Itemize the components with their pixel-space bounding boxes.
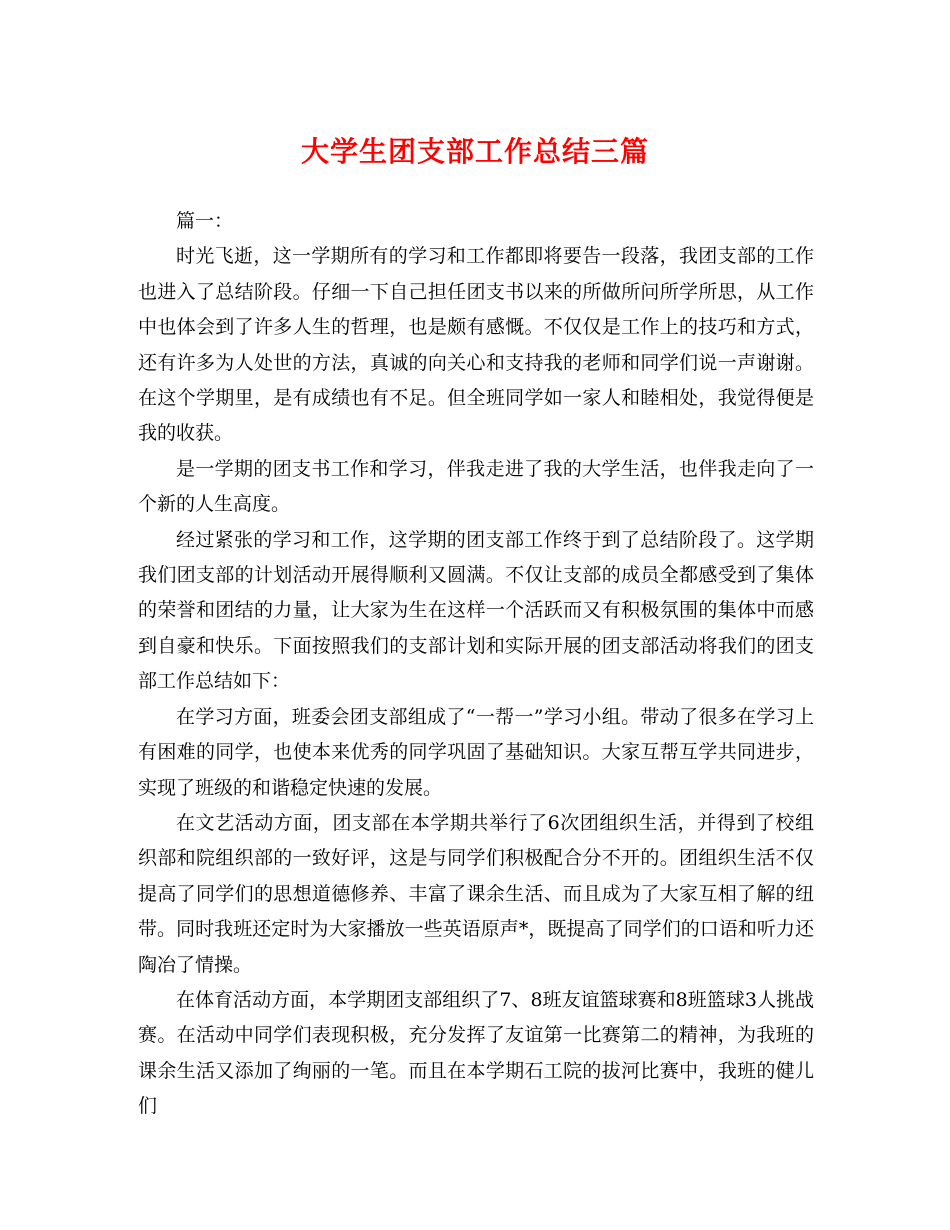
paragraph-heading: 篇一： bbox=[176, 210, 234, 232]
paragraph: 是一学期的团支书工作和学习，伴我走进了我的大学生活，也伴我走向了一个新的人生高度。 bbox=[138, 457, 814, 516]
paragraph: 在学习方面，班委会团支部组成了“一帮一”学习小组。带动了很多在学习上有困难的同学，也使本来优秀的同学巩固了基础知识。大家互帮互学共同进步，实现了班级的和谐稳定快速的发展。 bbox=[138, 705, 814, 799]
paragraph: 经过紧张的学习和工作，这学期的团支部工作终于到了总结阶段了。这学期我们团支部的计划活动开展得顺利又圆满。不仅让支部的成员全都感受到了集体的荣誉和团结的力量，让大家为生在这样一个活跃而又有积极氛围的集体中而感到自豪和快乐。下面按照我们的支部计划和实际开展的团支部活动将我们的团支部工作总结如下： bbox=[138, 528, 814, 693]
paragraph: 时光飞逝，这一学期所有的学习和工作都即将要告一段落，我团支部的工作也进入了总结阶段。仔细一下自己担任团支书以来的所做所问所学所思，从工作中也体会到了许多人生的哲理，也是颇有感慨。不仅仅是工作上的技巧和方式，还有许多为人处世的方法，真诚的向关心和支持我的老师和同学们说一声谢谢。在这个学期里，是有成绩也有不足。但全班同学如一家人和睦相处，我觉得便是我的收获。 bbox=[138, 245, 814, 445]
document-title: 大学生团支部工作总结三篇 bbox=[300, 135, 649, 168]
document-body bbox=[138, 204, 814, 1125]
paragraph: 在文艺活动方面，团支部在本学期共举行了6次团组织生活，并得到了校组织部和院组织部的一致好评，这是与同学们积极配合分不开的。团组织生活不仅提高了同学们的思想道德修养、丰富了课余生活、而且成为了大家互相了解的纽带。同时我班还定时为大家播放一些英语原声*，既提高了同学们的口语和听力还陶冶了情操。 bbox=[138, 811, 814, 976]
paragraph: 在体育活动方面，本学期团支部组织了7、8班友谊篮球赛和8班篮球3人挑战赛。在活动中同学们表现积极，充分发挥了友谊第一比赛第二的精神，为我班的课余生活又添加了绚丽的一笔。而且在本学期石工院的拔河比赛中，我班的健儿们 bbox=[138, 988, 814, 1118]
